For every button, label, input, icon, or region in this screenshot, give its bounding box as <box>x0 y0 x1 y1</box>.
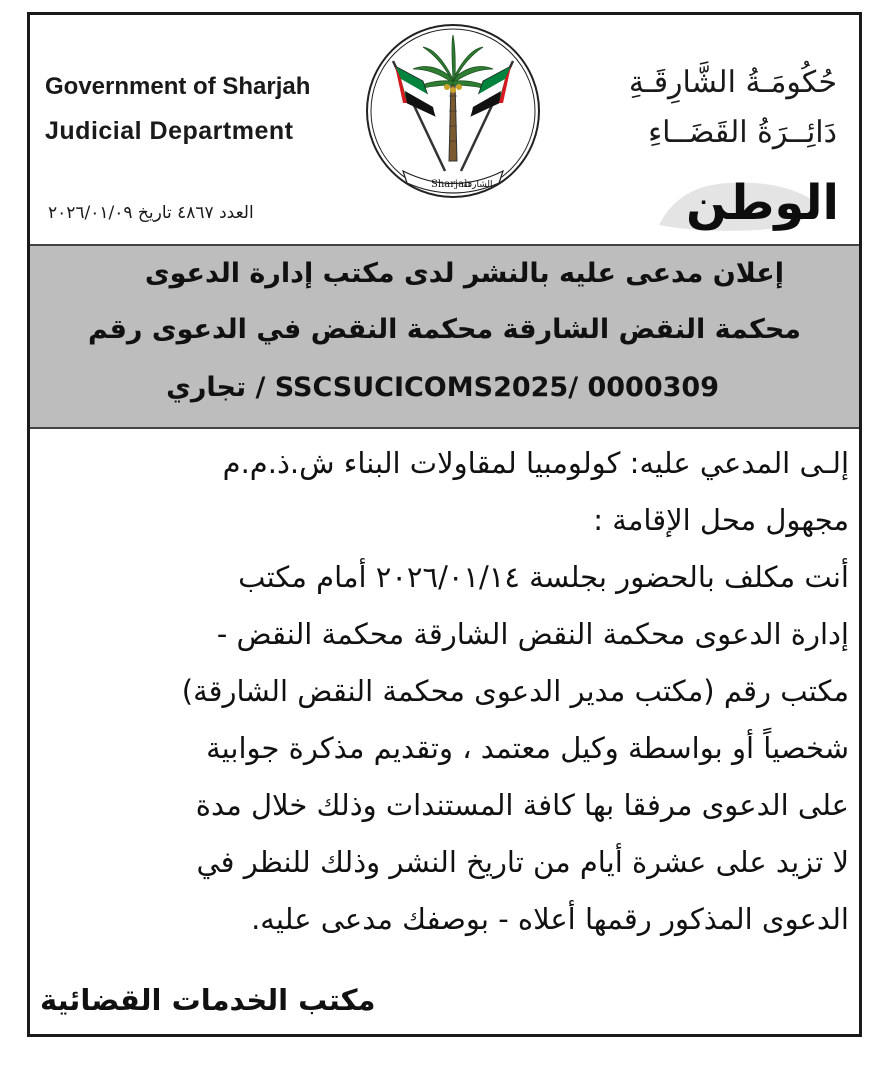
body-line: الدعوى المذكور رقمها أعلاه - بوصفك مدعى عليه. <box>251 902 849 936</box>
body-line: إدارة الدعوى محكمة النقض الشارقة محكمة النقض - <box>216 617 849 651</box>
body-line: مكتب رقم (مكتب مدير الدعوى محكمة النقض الشارقة) <box>181 674 849 708</box>
body-line: مجهول محل الإقامة : <box>593 503 849 537</box>
announcement-body <box>40 435 849 948</box>
arabic-department-title: دَائِــرَةُ القَضَــاءِ <box>648 115 837 150</box>
body-line: إلـى المدعي عليه: كولومبيا لمقاولات البناء ش.ذ.م.م <box>222 446 849 480</box>
body-line: على الدعوى مرفقا بها كافة المستندات وذلك خلال مدة <box>195 788 849 822</box>
sharjah-emblem-icon <box>363 21 543 201</box>
emblem-label-ar: الشارقة <box>463 180 493 190</box>
body-line: شخصياً أو بواسطة وكيل معتمد ، وتقديم مذكرة جوابية <box>206 731 849 765</box>
emblem-label-en: Sharjah <box>431 179 471 190</box>
signature-office: مكتب الخدمات القضائية <box>40 983 376 1017</box>
title-line-3: SSCSUCICOMS2025/ 0000309 / تجاري <box>166 372 719 403</box>
title-band <box>30 244 859 429</box>
title-line-2: محكمة النقض الشارقة محكمة النقض في الدعوى رقم <box>88 314 801 345</box>
english-department-title: Judicial Department <box>45 117 294 145</box>
english-government-title: Government of Sharjah <box>45 73 311 100</box>
body-line: أنت مكلف بالحضور بجلسة ٢٠٢٦/٠١/١٤ أمام مكتب <box>238 560 849 594</box>
issue-number-date: العدد ٤٨٦٧ تاريخ ٢٠٢٦/٠١/٠٩ <box>48 203 254 223</box>
arabic-government-title: حُكُومَـةُ الشَّارِقَـةِ <box>628 65 837 100</box>
announcement-frame <box>27 12 862 1037</box>
title-line-1: إعلان مدعى عليه بالنشر لدى مكتب إدارة الدعوى <box>144 258 784 289</box>
body-line: لا تزيد على عشرة أيام من تاريخ النشر وذلك للنظر في <box>196 845 849 879</box>
newspaper-name: الوطن <box>686 175 839 231</box>
